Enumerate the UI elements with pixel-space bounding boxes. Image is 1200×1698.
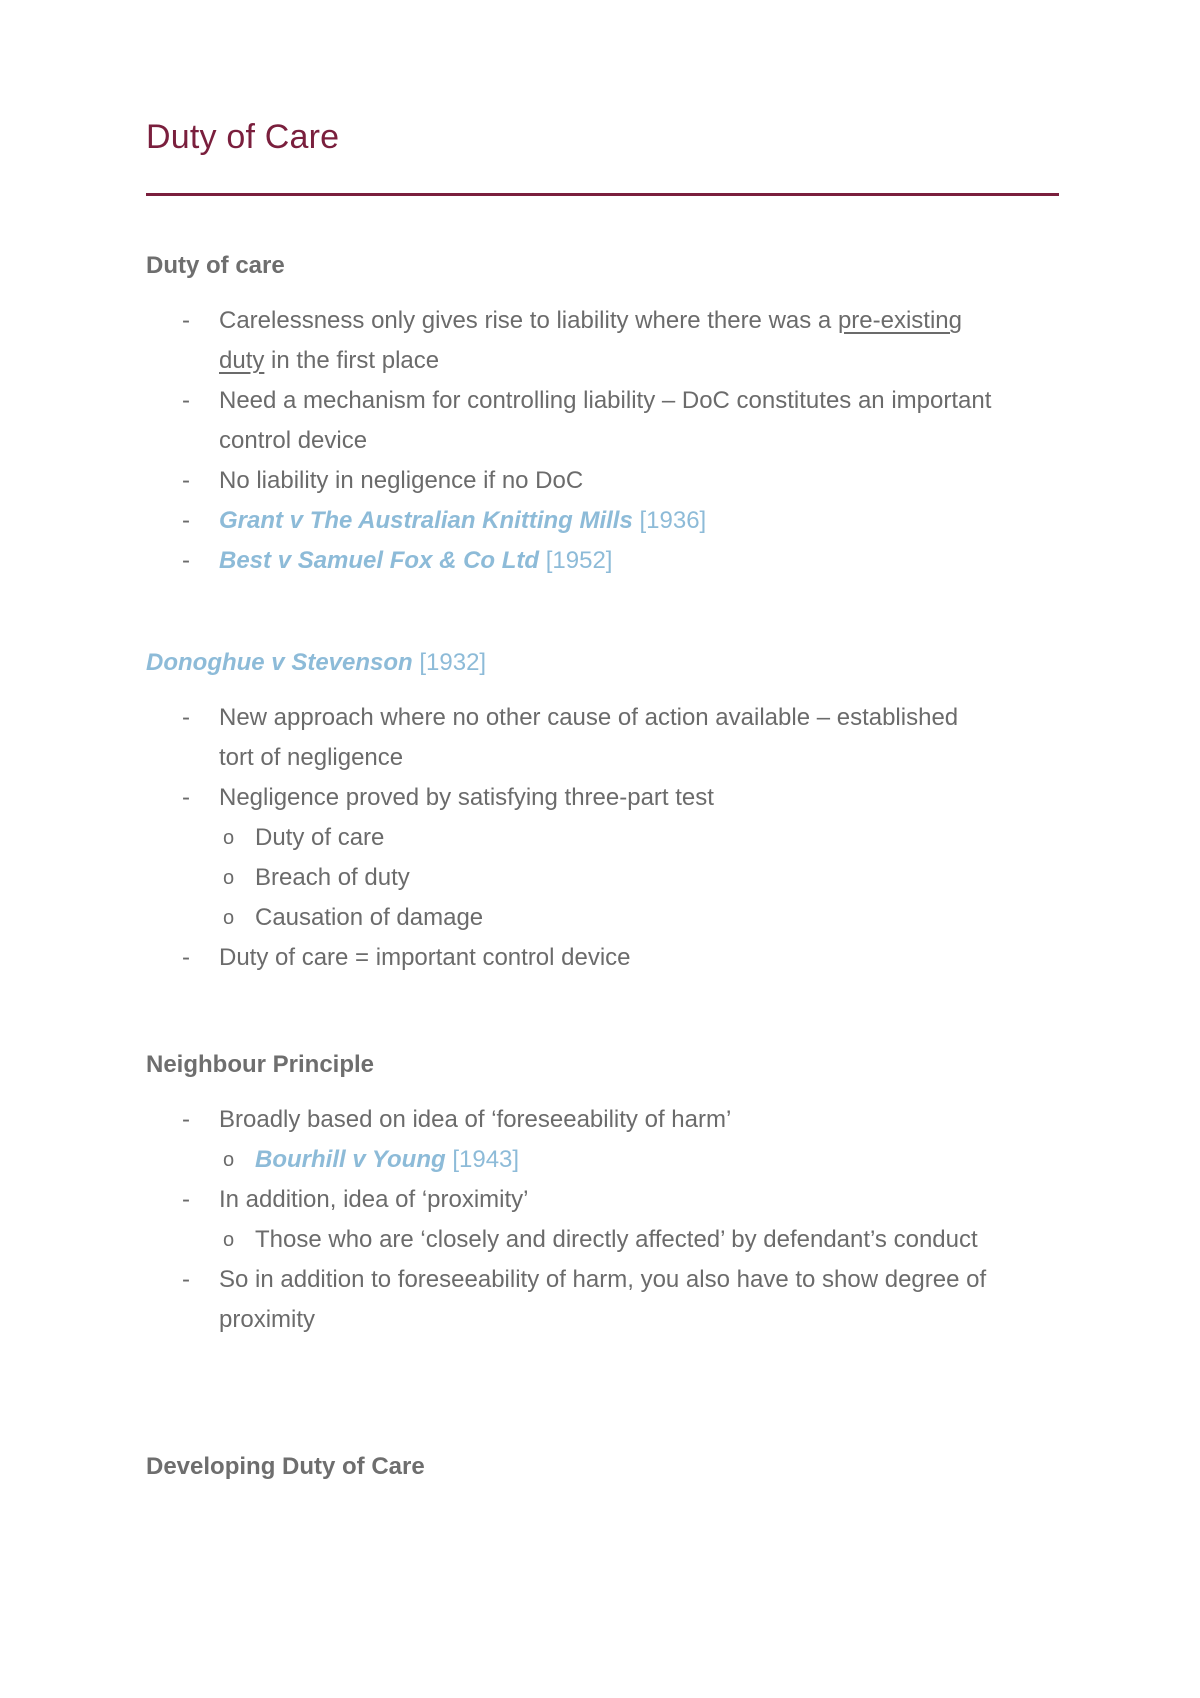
dash-bullet: - — [182, 1106, 190, 1133]
list-item — [146, 1180, 1059, 1260]
dash-bullet: - — [182, 704, 190, 731]
case-year: [1932] — [412, 649, 487, 676]
list-item-text: In addition, idea of ‘proximity’ — [219, 1186, 529, 1213]
case-citation: Bourhill v Young — [255, 1146, 446, 1173]
sub-list — [219, 818, 1059, 938]
sub-list-item — [219, 1220, 1059, 1260]
list-item — [146, 698, 1059, 778]
list-item — [146, 1260, 1059, 1340]
case-year: [1943] — [445, 1146, 520, 1173]
list-item-text: New approach where no other cause of action available – established tort of negligence — [219, 704, 959, 771]
dash-bullet: - — [182, 467, 190, 494]
circle-bullet: o — [223, 907, 235, 929]
sub-list — [219, 1220, 1059, 1260]
circle-bullet: o — [223, 827, 235, 849]
section-donoghue-list — [146, 698, 1059, 978]
section-heading-duty-of-care: Duty of care — [146, 252, 285, 279]
sub-list — [219, 1140, 1059, 1180]
underlined-term: pre-existing duty — [219, 307, 962, 374]
circle-bullet: o — [223, 867, 235, 889]
list-item — [146, 301, 1059, 381]
sub-list-item — [219, 898, 1059, 938]
case-citation: Best v Samuel Fox & Co Ltd — [219, 547, 540, 574]
list-item — [146, 541, 1059, 581]
page-title: Duty of Care — [146, 118, 340, 156]
dash-bullet: - — [182, 944, 190, 971]
dash-bullet: - — [182, 307, 190, 334]
sub-list-item-text: Causation of damage — [255, 904, 484, 931]
list-item — [146, 501, 1059, 541]
case-year: [1936] — [632, 507, 707, 534]
circle-bullet: o — [223, 1149, 235, 1171]
dash-bullet: - — [182, 387, 190, 414]
list-item — [146, 1100, 1059, 1180]
circle-bullet: o — [223, 1229, 235, 1251]
list-item-text: Duty of care = important control device — [219, 944, 631, 971]
list-item-text: Need a mechanism for controlling liability – DoC constitutes an important control device — [219, 387, 992, 454]
dash-bullet: - — [182, 547, 190, 574]
dash-bullet: - — [182, 784, 190, 811]
list-item-text: So in addition to foreseeability of harm, you also have to show degree of proximity — [219, 1266, 987, 1333]
case-year: [1952] — [539, 547, 613, 574]
list-item-text: No liability in negligence if no DoC — [219, 467, 584, 494]
list-item-text: Negligence proved by satisfying three-part test — [219, 784, 714, 811]
section-heading-neighbour-principle: Neighbour Principle — [146, 1051, 375, 1078]
list-item — [146, 778, 1059, 938]
sub-list-item-text: Breach of duty — [255, 864, 410, 891]
list-item-text: Broadly based on idea of ‘foreseeability of harm’ — [219, 1106, 732, 1133]
dash-bullet: - — [182, 1266, 190, 1293]
list-item — [146, 381, 1059, 461]
case-citation: Donoghue v Stevenson — [146, 649, 413, 676]
list-item — [146, 938, 1059, 978]
list-item-text: in the first place — [264, 347, 440, 374]
section-neighbour-list — [146, 1100, 1059, 1340]
section-duty-of-care-list — [146, 301, 1059, 581]
list-item-text: Carelessness only gives rise to liability where there was a — [219, 307, 838, 334]
section-heading-developing-duty: Developing Duty of Care — [146, 1453, 425, 1480]
dash-bullet: - — [182, 507, 190, 534]
list-item — [146, 461, 1059, 501]
section-heading-donoghue — [146, 649, 486, 677]
case-citation: Grant v The Australian Knitting Mills — [219, 507, 633, 534]
sub-list-item — [219, 818, 1059, 858]
title-divider — [146, 193, 1059, 196]
sub-list-item-text: Duty of care — [255, 824, 385, 851]
sub-list-item — [219, 1140, 1059, 1180]
dash-bullet: - — [182, 1186, 190, 1213]
sub-list-item-text: Those who are ‘closely and directly affected’ by defendant’s conduct — [255, 1226, 978, 1253]
sub-list-item — [219, 858, 1059, 898]
